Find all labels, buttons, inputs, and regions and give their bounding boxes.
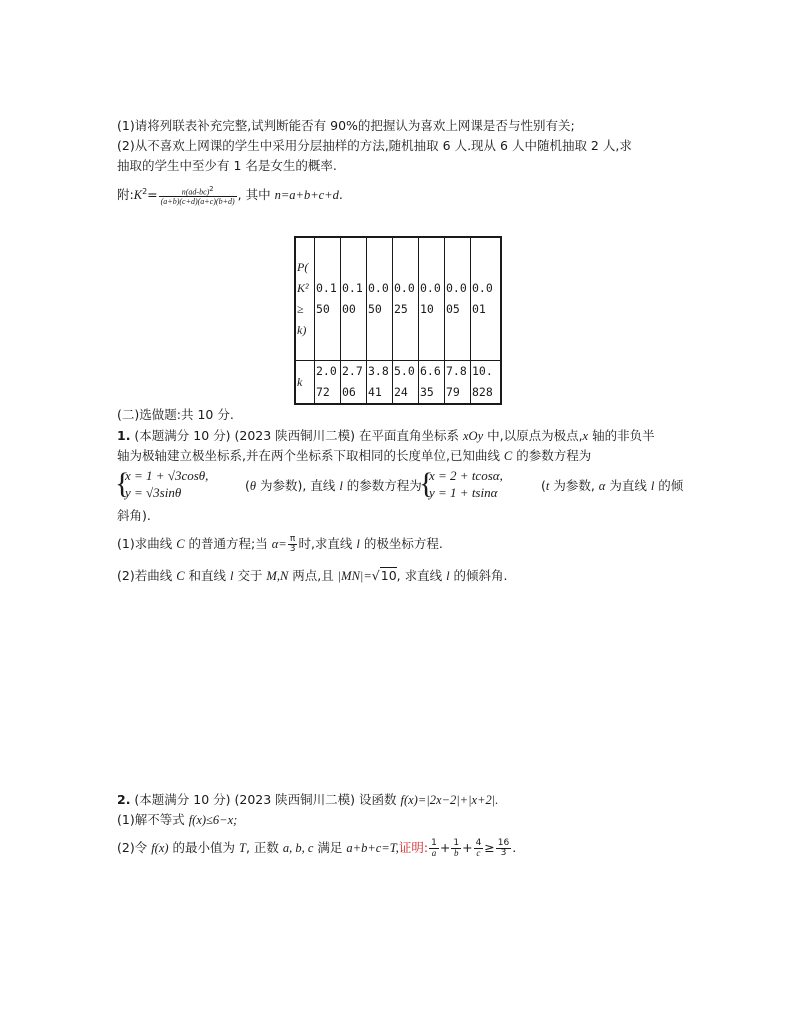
problem-2-sub1: (1)解不等式 f(x)≤6−x; [117,812,238,827]
line-equation-y: y = 1 + tsinα [429,485,498,500]
problem-2-line1: 2. (本题满分 10 分) (2023 陕西铜川二模) 设函数 f(x)=|2x−2|+|x+2|. [117,792,499,807]
table-cell: 6.635 [419,361,445,405]
problem-1-line2: 轴为极轴建立极坐标系,并在两个坐标系下取相同的长度单位,已知曲线 C 的参数方程为 [117,448,592,463]
table-row [295,237,501,361]
line-param-note: (t 为参数, α 为直线 l 的倾 [541,478,684,493]
brace-symbol: { [419,467,434,500]
fraction: $\frac{16}{3}$ [497,838,510,858]
curve-equation-x: x = 1 + √3cosθ, [125,468,209,483]
critical-value-table [294,236,502,405]
table-cell: 0.001 [471,237,502,361]
table-cell: 0.100 [341,237,367,361]
fraction: $\frac{1}{a}$ [431,838,437,858]
table-cell: 7.879 [445,361,471,405]
pi-over-3: $\frac{\pi}{3}$ [289,534,296,554]
table-cell: 2.706 [341,361,367,405]
brace-symbol: { [115,467,130,500]
fraction: $\frac{4}{c}$ [475,838,482,858]
parametric-equations [115,466,684,504]
table-header-p: P( K² ≥ k) [295,237,315,361]
table-cell: 0.025 [393,237,419,361]
problem-1-sub1: (1)求曲线 C 的普通方程;当 α= $\frac{\pi}{3}$ 时,求直线 l 的极坐标方程. [117,534,443,554]
table-cell: 0.005 [445,237,471,361]
chi-square-formula: $\frac{n(ad-bc)^2}{(a+b)(c+d)(a+c)(b+d)}$ [160,184,235,207]
table-cell: 0.150 [315,237,341,361]
table-cell: 5.024 [393,361,419,405]
fraction: $\frac{1}{b}$ [453,838,460,858]
question-2-text-line2: 抽取的学生中至少有 1 名是女生的概率. [117,158,337,173]
problem-2-sub2: (2)令 f(x) 的最小值为 T, 正数 a, b, c 满足 a+b+c=T,证明: $\frac{1}{a}$ + $\frac{1}{b}$ + $\frac{4}{c}$ ≥ $\frac{16}{3}$ . [117,838,517,858]
table-cell: 3.841 [367,361,393,405]
table-cell: 0.010 [419,237,445,361]
problem-1-sub2: (2)若曲线 C 和直线 l 交于 M,N 两点,且 |MN|=√10, 求直线 l 的倾斜角. [117,568,508,583]
table-cell: 10.828 [471,361,502,405]
curve-equation-y: y = √3sinθ [125,485,182,500]
table-cell: 2.072 [315,361,341,405]
problem-1-line4: 斜角). [117,508,151,523]
table-cell: 0.050 [367,237,393,361]
table-row [295,361,501,405]
table-header-k: k [295,361,315,405]
question-1-text: (1)请将列联表补充完整,试判断能否有 90%的把握认为喜欢上网课是否与性别有关; [117,118,575,133]
section-heading: (二)选做题:共 10 分. [117,407,234,422]
question-2-text-line1: (2)从不喜欢上网课的学生中采用分层抽样的方法,随机抽取 6 人.现从 6 人中随机抽取 2 人,求 [117,138,632,153]
curve-param-note: (θ 为参数), 直线 l 的参数方程为 [245,478,422,493]
problem-1-line1: 1. (本题满分 10 分) (2023 陕西铜川二模) 在平面直角坐标系 xOy 中,以原点为极点,x 轴的非负半 [117,428,655,443]
line-equation-x: x = 2 + tcosα, [429,468,503,483]
appendix-formula: 附$:K^2=$ $\frac{n(ad-bc)^2}{(a+b)(c+d)(a+c)(b+d)}$ , 其中 n=a+b+c+d. [117,184,343,207]
prove-label: 证明: [398,840,429,855]
